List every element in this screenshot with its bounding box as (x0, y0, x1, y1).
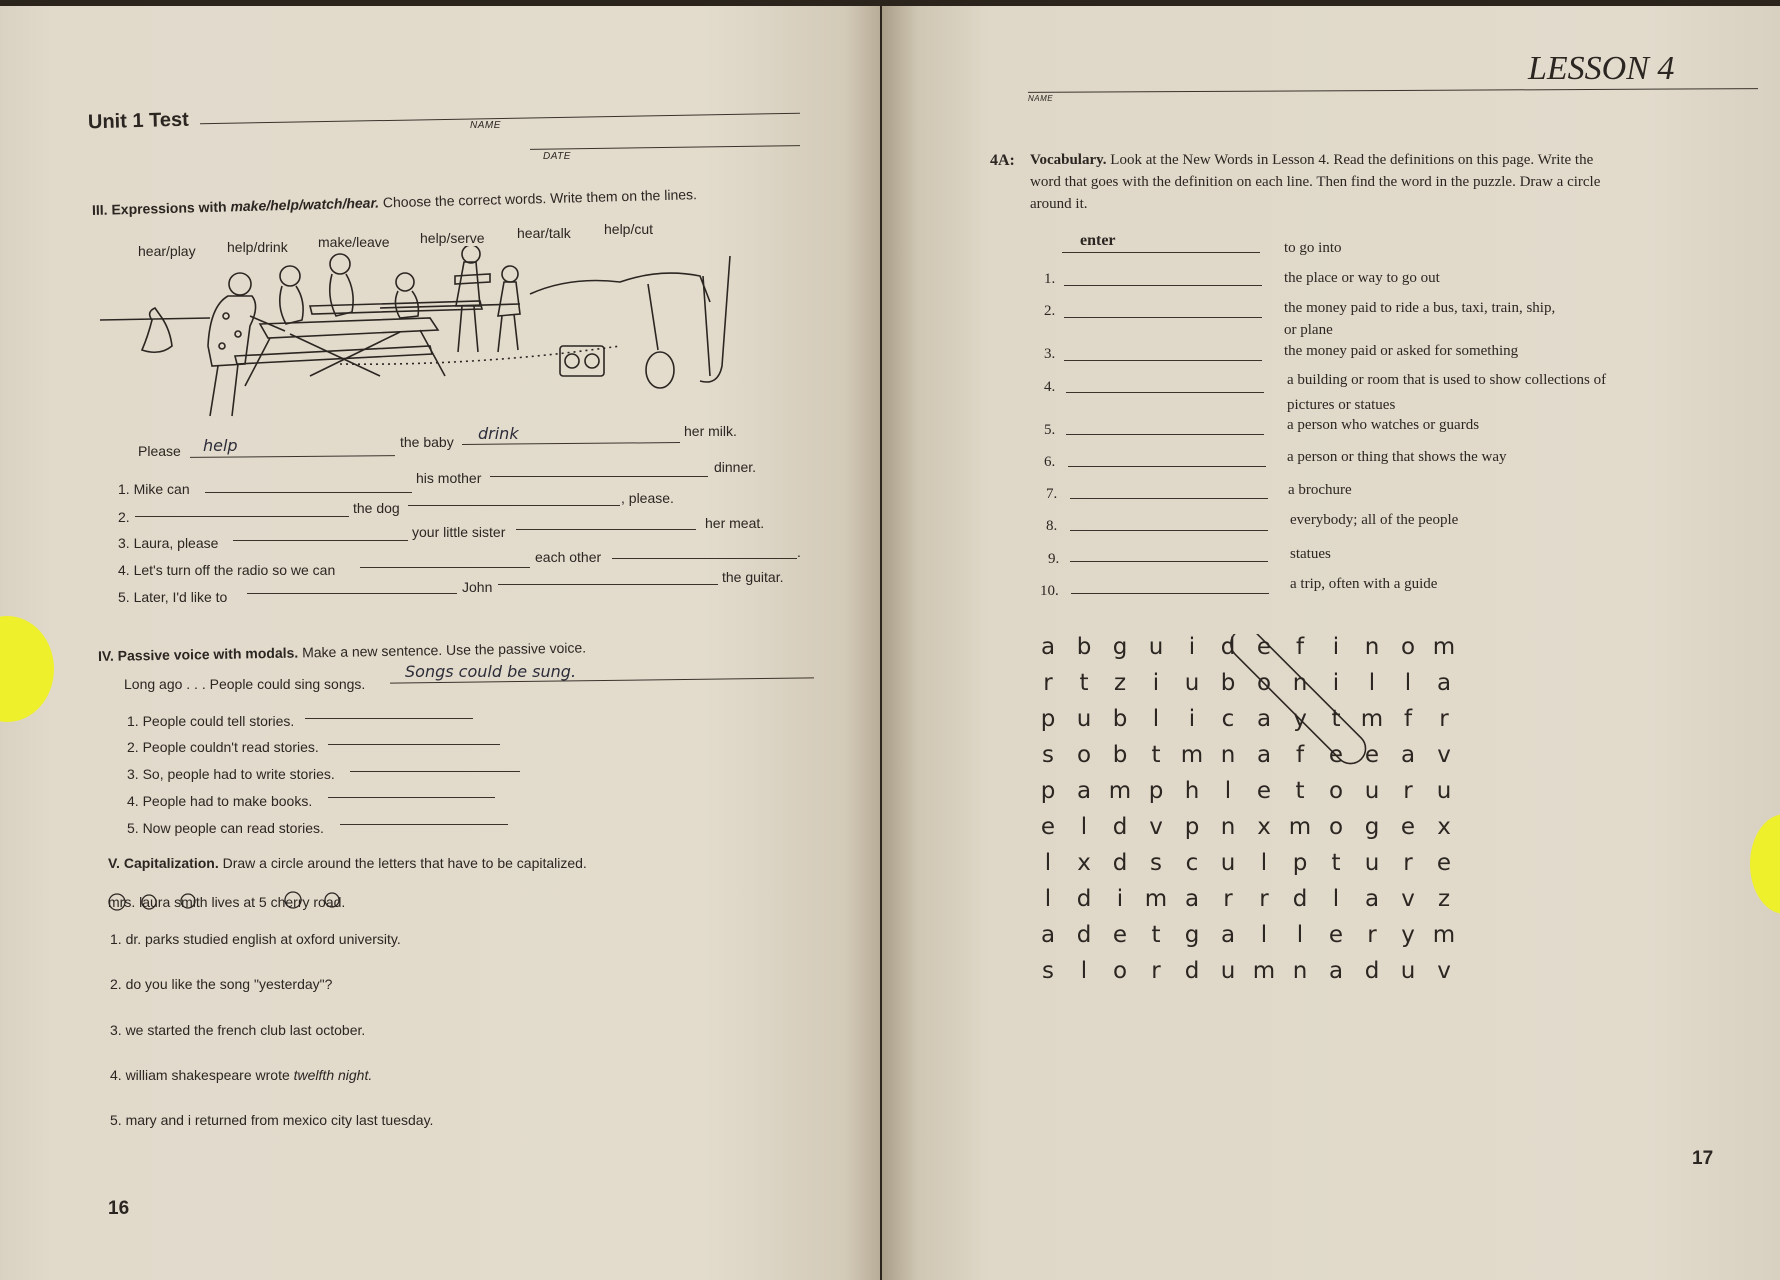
puzzle-letter[interactable]: z (1113, 670, 1127, 696)
puzzle-letter[interactable]: a (1436, 670, 1452, 696)
item-3: 3. Laura, please (118, 535, 219, 551)
word-choice: help/drink (227, 239, 288, 255)
section-3-heading: III. Expressions with make/help/watch/hear. Choose the correct words. Write them on the lines. (91, 186, 698, 218)
puzzle-letter[interactable]: m (1288, 814, 1312, 840)
lesson-title: LESSON 4 (1528, 50, 1675, 87)
answer-line[interactable] (1070, 498, 1268, 499)
date-label: DATE (543, 151, 571, 162)
puzzle-letter[interactable]: d (1076, 922, 1092, 948)
puzzle-letter[interactable]: i (1116, 886, 1124, 912)
exercise-label: 4A: (990, 152, 1015, 169)
definition-text: statues (1290, 546, 1331, 562)
word-choice: help/serve (420, 230, 485, 246)
puzzle-letter[interactable]: x (1077, 850, 1091, 876)
answer-line[interactable] (490, 476, 708, 477)
puzzle-letter[interactable]: i (1152, 670, 1160, 696)
puzzle-letter[interactable]: e (1328, 742, 1344, 768)
puzzle-letter[interactable]: l (1044, 886, 1052, 912)
puzzle-letter[interactable]: a (1076, 778, 1092, 804)
puzzle-letter[interactable]: r (1403, 850, 1413, 876)
puzzle-letter[interactable]: d (1364, 958, 1380, 984)
puzzle-letter[interactable]: i (1332, 634, 1340, 660)
puzzle-letter[interactable]: c (1185, 850, 1199, 876)
item-4-middle: each other (535, 549, 602, 565)
answer-line[interactable] (1070, 561, 1268, 562)
puzzle-letter[interactable]: g (1364, 814, 1380, 840)
answer-line[interactable] (328, 744, 500, 745)
puzzle-letter[interactable]: m (1252, 958, 1276, 984)
name-label: NAME (1028, 94, 1054, 103)
puzzle-letter[interactable]: e (1436, 850, 1452, 876)
puzzle-letter[interactable]: f (1295, 634, 1305, 660)
section-5-heading: V. Capitalization. Draw a circle around the letters that have to be capitalized. (108, 855, 587, 871)
puzzle-letter[interactable]: e (1364, 742, 1380, 768)
page-number-right: 17 (1692, 1148, 1714, 1169)
puzzle-letter[interactable]: e (1400, 814, 1416, 840)
definition-text: a person or thing that shows the way (1287, 449, 1507, 465)
definition-text: the money paid or asked for something (1284, 343, 1519, 359)
definition-number: 1. (1044, 271, 1056, 287)
puzzle-letter[interactable]: m (1432, 634, 1456, 660)
puzzle-letter[interactable]: o (1256, 670, 1272, 696)
puzzle-letter[interactable]: u (1220, 850, 1236, 876)
puzzle-letter[interactable]: p (1040, 706, 1056, 732)
yellow-tab-left (0, 616, 54, 722)
answer-line[interactable] (1068, 466, 1266, 467)
answer-line[interactable] (1071, 593, 1269, 594)
answer-line[interactable] (1066, 392, 1264, 393)
puzzle-letter[interactable]: e (1256, 634, 1272, 660)
puzzle-letter[interactable]: o (1400, 634, 1416, 660)
answer-line[interactable] (1062, 252, 1260, 253)
definition-number: 2. (1044, 303, 1056, 319)
capitalization-item-1: 1. dr. parks studied english at oxford university. (110, 931, 401, 947)
puzzle-letter[interactable]: o (1328, 778, 1344, 804)
example-middle: the baby (400, 434, 454, 450)
puzzle-letter[interactable]: m (1432, 922, 1456, 948)
example-prefix: Please (138, 443, 181, 459)
answer-line[interactable] (1064, 360, 1262, 361)
puzzle-letter[interactable]: x (1257, 814, 1271, 840)
puzzle-letter[interactable]: t (1151, 742, 1161, 768)
item-5: 5. Later, I'd like to (118, 589, 228, 605)
item-3-middle: your little sister (412, 524, 506, 540)
puzzle-letter[interactable]: z (1437, 886, 1451, 912)
item-2-middle: the dog (353, 500, 400, 516)
answer-line[interactable] (1064, 317, 1262, 318)
passive-item-4: 4. People had to make books. (127, 793, 313, 809)
name-label: NAME (470, 120, 501, 131)
puzzle-letter[interactable]: l (1044, 850, 1052, 876)
puzzle-letter[interactable]: m (1360, 706, 1384, 732)
item-3-end: her meat. (705, 515, 765, 531)
passive-item-1: 1. People could tell stories. (127, 713, 295, 729)
definition-number: 5. (1044, 422, 1056, 438)
puzzle-letter[interactable]: o (1328, 814, 1344, 840)
puzzle-letter[interactable]: t (1079, 670, 1089, 696)
definition-text: a person who watches or guards (1287, 417, 1480, 433)
puzzle-letter[interactable]: o (1112, 958, 1128, 984)
definition-text: a trip, often with a guide (1290, 576, 1438, 592)
definition-text: the place or way to go out (1284, 270, 1440, 286)
puzzle-letter[interactable]: a (1256, 706, 1272, 732)
puzzle-letter[interactable]: v (1401, 886, 1415, 912)
example-answer-1: help (203, 436, 238, 455)
puzzle-letter[interactable]: a (1184, 886, 1200, 912)
puzzle-letter[interactable]: l (1080, 814, 1088, 840)
example-definition: to go into (1284, 240, 1342, 256)
puzzle-letter[interactable]: i (1188, 634, 1196, 660)
definition-number: 6. (1044, 454, 1056, 470)
puzzle-letter[interactable]: b (1076, 634, 1092, 660)
item-5-middle: John (462, 579, 493, 595)
answer-line[interactable] (305, 718, 473, 719)
answer-line[interactable] (190, 455, 395, 458)
puzzle-letter[interactable]: l (1332, 886, 1340, 912)
example-answer: enter (1080, 232, 1116, 249)
item-5-end: the guitar. (722, 569, 784, 585)
puzzle-letter[interactable]: p (1040, 778, 1056, 804)
puzzle-letter[interactable]: h (1184, 778, 1200, 804)
puzzle-letter[interactable]: p (1292, 850, 1308, 876)
puzzle-letter[interactable]: l (1260, 922, 1268, 948)
puzzle-letter[interactable]: t (1331, 850, 1341, 876)
date-line[interactable] (530, 145, 800, 150)
page-number-left: 16 (108, 1198, 130, 1219)
puzzle-letter[interactable]: o (1076, 742, 1092, 768)
exercise-instruction-line-3: around it. (1030, 196, 1088, 212)
word-choice: hear/play (138, 243, 196, 259)
puzzle-letter[interactable]: f (1403, 706, 1413, 732)
puzzle-letter[interactable]: n (1220, 742, 1236, 768)
item-1-middle: his mother (416, 470, 482, 486)
item-4: 4. Let's turn off the radio so we can (118, 562, 336, 578)
right-page (882, 6, 1780, 1280)
capitalization-example: mrs. laura smith lives at 5 cherry road. (108, 894, 346, 910)
puzzle-letter[interactable]: a (1400, 742, 1416, 768)
puzzle-letter[interactable]: u (1076, 706, 1092, 732)
definition-number: 3. (1044, 346, 1056, 362)
passive-item-3: 3. So, people had to write stories. (127, 766, 335, 782)
exercise-instruction-line-2: word that goes with the definition on each line. Then find the word in the puzzle. Draw a circle (1030, 174, 1601, 190)
puzzle-letter[interactable]: e (1040, 814, 1056, 840)
unit-title: Unit 1 Test (87, 108, 190, 134)
puzzle-letter[interactable]: l (1368, 670, 1376, 696)
capitalization-item-2: 2. do you like the song "yesterday"? (110, 976, 333, 992)
answer-line[interactable] (205, 492, 412, 493)
example-end: her milk. (684, 423, 737, 439)
section-4-heading: IV. Passive voice with modals. Make a new sentence. Use the passive voice. (97, 639, 587, 664)
puzzle-letter[interactable]: s (1042, 742, 1054, 768)
puzzle-letter[interactable]: p (1184, 814, 1200, 840)
example-answer-2: drink (478, 424, 519, 443)
puzzle-letter[interactable]: u (1400, 958, 1416, 984)
answer-line[interactable] (612, 558, 797, 559)
definition-text-cont: pictures or statues (1287, 397, 1396, 413)
puzzle-letter[interactable]: l (1080, 958, 1088, 984)
definition-text: a brochure (1288, 482, 1352, 498)
capitalization-item-5: 5. mary and i returned from mexico city last tuesday. (110, 1112, 434, 1128)
puzzle-letter[interactable]: l (1224, 778, 1232, 804)
puzzle-letter[interactable]: u (1148, 634, 1164, 660)
puzzle-letter[interactable]: d (1292, 886, 1308, 912)
puzzle-letter[interactable]: e (1328, 922, 1344, 948)
puzzle-letter[interactable]: a (1040, 634, 1056, 660)
puzzle-letter[interactable]: a (1220, 922, 1236, 948)
exercise-instruction-line-1: Vocabulary. Look at the New Words in Lesson 4. Read the definitions on this page. Write the (1030, 152, 1594, 168)
answer-line[interactable] (350, 771, 520, 772)
puzzle-letter[interactable]: b (1112, 706, 1128, 732)
puzzle-letter[interactable]: y (1293, 706, 1307, 732)
puzzle-letter[interactable]: m (1108, 778, 1132, 804)
capitalization-circles (100, 886, 400, 916)
word-choice: help/cut (604, 221, 654, 237)
puzzle-letter[interactable]: d (1184, 958, 1200, 984)
definition-number: 4. (1044, 379, 1056, 395)
puzzle-letter[interactable]: s (1150, 850, 1162, 876)
passive-item-2: 2. People couldn't read stories. (127, 739, 319, 755)
definition-text: everybody; all of the people (1290, 512, 1459, 528)
puzzle-letter[interactable]: s (1042, 958, 1054, 984)
answer-line[interactable] (328, 797, 495, 798)
puzzle-letter[interactable]: f (1295, 742, 1305, 768)
item-1-end: dinner. (714, 459, 757, 475)
definition-number: 9. (1048, 551, 1060, 567)
answer-line[interactable] (340, 824, 508, 825)
section-4-example-prompt: Long ago . . . People could sing songs. (124, 676, 366, 692)
puzzle-letter[interactable]: r (1223, 886, 1233, 912)
left-page (0, 6, 880, 1280)
puzzle-letter[interactable]: g (1184, 922, 1200, 948)
puzzle-letter[interactable]: u (1364, 778, 1380, 804)
definition-number: 10. (1040, 583, 1059, 599)
puzzle-letter[interactable]: n (1220, 814, 1236, 840)
puzzle-letter[interactable]: v (1437, 742, 1451, 768)
item-2-end: , please. (621, 490, 674, 506)
answer-line[interactable] (1064, 285, 1262, 286)
puzzle-letter[interactable]: r (1439, 706, 1449, 732)
puzzle-letter[interactable]: v (1437, 958, 1451, 984)
puzzle-letter[interactable]: u (1436, 778, 1452, 804)
puzzle-letter[interactable]: l (1260, 850, 1268, 876)
puzzle-letter[interactable]: d (1112, 814, 1128, 840)
definition-text-cont: or plane (1284, 322, 1333, 338)
puzzle-letter[interactable]: e (1112, 922, 1128, 948)
picnic-illustration (100, 246, 820, 421)
puzzle-letter[interactable]: d (1076, 886, 1092, 912)
puzzle-letter[interactable]: r (1367, 922, 1377, 948)
puzzle-letter[interactable]: l (1152, 706, 1160, 732)
puzzle-letter[interactable]: n (1292, 670, 1308, 696)
answer-line[interactable] (1070, 530, 1268, 531)
puzzle-letter[interactable]: b (1220, 670, 1236, 696)
puzzle-letter[interactable]: v (1149, 814, 1163, 840)
answer-line[interactable] (1066, 434, 1264, 435)
item-2: 2. (118, 509, 130, 525)
puzzle-letter[interactable]: r (1403, 778, 1413, 804)
capitalization-item-3: 3. we started the french club last october. (110, 1022, 366, 1038)
puzzle-letter[interactable]: a (1256, 742, 1272, 768)
puzzle-letter[interactable]: m (1180, 742, 1204, 768)
capitalization-item-4: 4. william shakespeare wrote twelfth night. (110, 1067, 373, 1083)
puzzle-letter[interactable]: u (1220, 958, 1236, 984)
puzzle-letter[interactable]: e (1256, 778, 1272, 804)
puzzle-letter[interactable]: m (1144, 886, 1168, 912)
puzzle-letter[interactable]: p (1148, 778, 1164, 804)
puzzle-letter[interactable]: n (1364, 634, 1380, 660)
puzzle-letter[interactable]: a (1328, 958, 1344, 984)
puzzle-letter[interactable]: a (1040, 922, 1056, 948)
puzzle-letter[interactable]: c (1221, 706, 1235, 732)
definition-number: 8. (1046, 518, 1058, 534)
item-1: 1. Mike can (118, 481, 190, 497)
answer-line[interactable] (247, 593, 457, 594)
passive-item-5: 5. Now people can read stories. (127, 820, 324, 836)
puzzle-letter[interactable]: b (1112, 742, 1128, 768)
name-line[interactable] (1028, 88, 1758, 93)
puzzle-letter[interactable]: y (1401, 922, 1415, 948)
puzzle-letter[interactable]: u (1364, 850, 1380, 876)
puzzle-letter[interactable]: n (1292, 958, 1308, 984)
puzzle-letter[interactable]: l (1296, 922, 1304, 948)
puzzle-letter[interactable]: r (1259, 886, 1269, 912)
puzzle-letter[interactable]: r (1043, 670, 1053, 696)
puzzle-letter[interactable]: r (1151, 958, 1161, 984)
answer-line[interactable] (135, 516, 349, 517)
word-choice: hear/talk (517, 225, 571, 241)
definition-number: 7. (1046, 486, 1058, 502)
puzzle-letter[interactable]: x (1437, 814, 1451, 840)
puzzle-letter[interactable]: d (1112, 850, 1128, 876)
section-4-example-answer: Songs could be sung. (405, 662, 577, 681)
answer-line[interactable] (498, 584, 718, 585)
puzzle-letter[interactable]: g (1112, 634, 1128, 660)
definition-text: the money paid to ride a bus, taxi, train, ship, (1284, 300, 1556, 316)
puzzle-letter[interactable]: i (1188, 706, 1196, 732)
item-4-end: . (797, 544, 801, 560)
answer-line[interactable] (233, 540, 408, 541)
answer-line[interactable] (516, 529, 696, 530)
answer-line[interactable] (360, 567, 530, 568)
puzzle-letter[interactable]: t (1151, 922, 1161, 948)
definition-text: a building or room that is used to show collections of (1287, 372, 1607, 388)
answer-line[interactable] (408, 505, 620, 506)
yellow-tab-right (1750, 814, 1780, 914)
puzzle-letter[interactable]: i (1332, 670, 1340, 696)
puzzle-letter[interactable]: t (1295, 778, 1305, 804)
word-choice: make/leave (318, 234, 390, 250)
puzzle-letter[interactable]: d (1220, 634, 1236, 660)
puzzle-letter[interactable]: l (1404, 670, 1412, 696)
puzzle-letter[interactable]: a (1364, 886, 1380, 912)
puzzle-letter[interactable]: u (1184, 670, 1200, 696)
puzzle-letter[interactable]: t (1331, 706, 1341, 732)
